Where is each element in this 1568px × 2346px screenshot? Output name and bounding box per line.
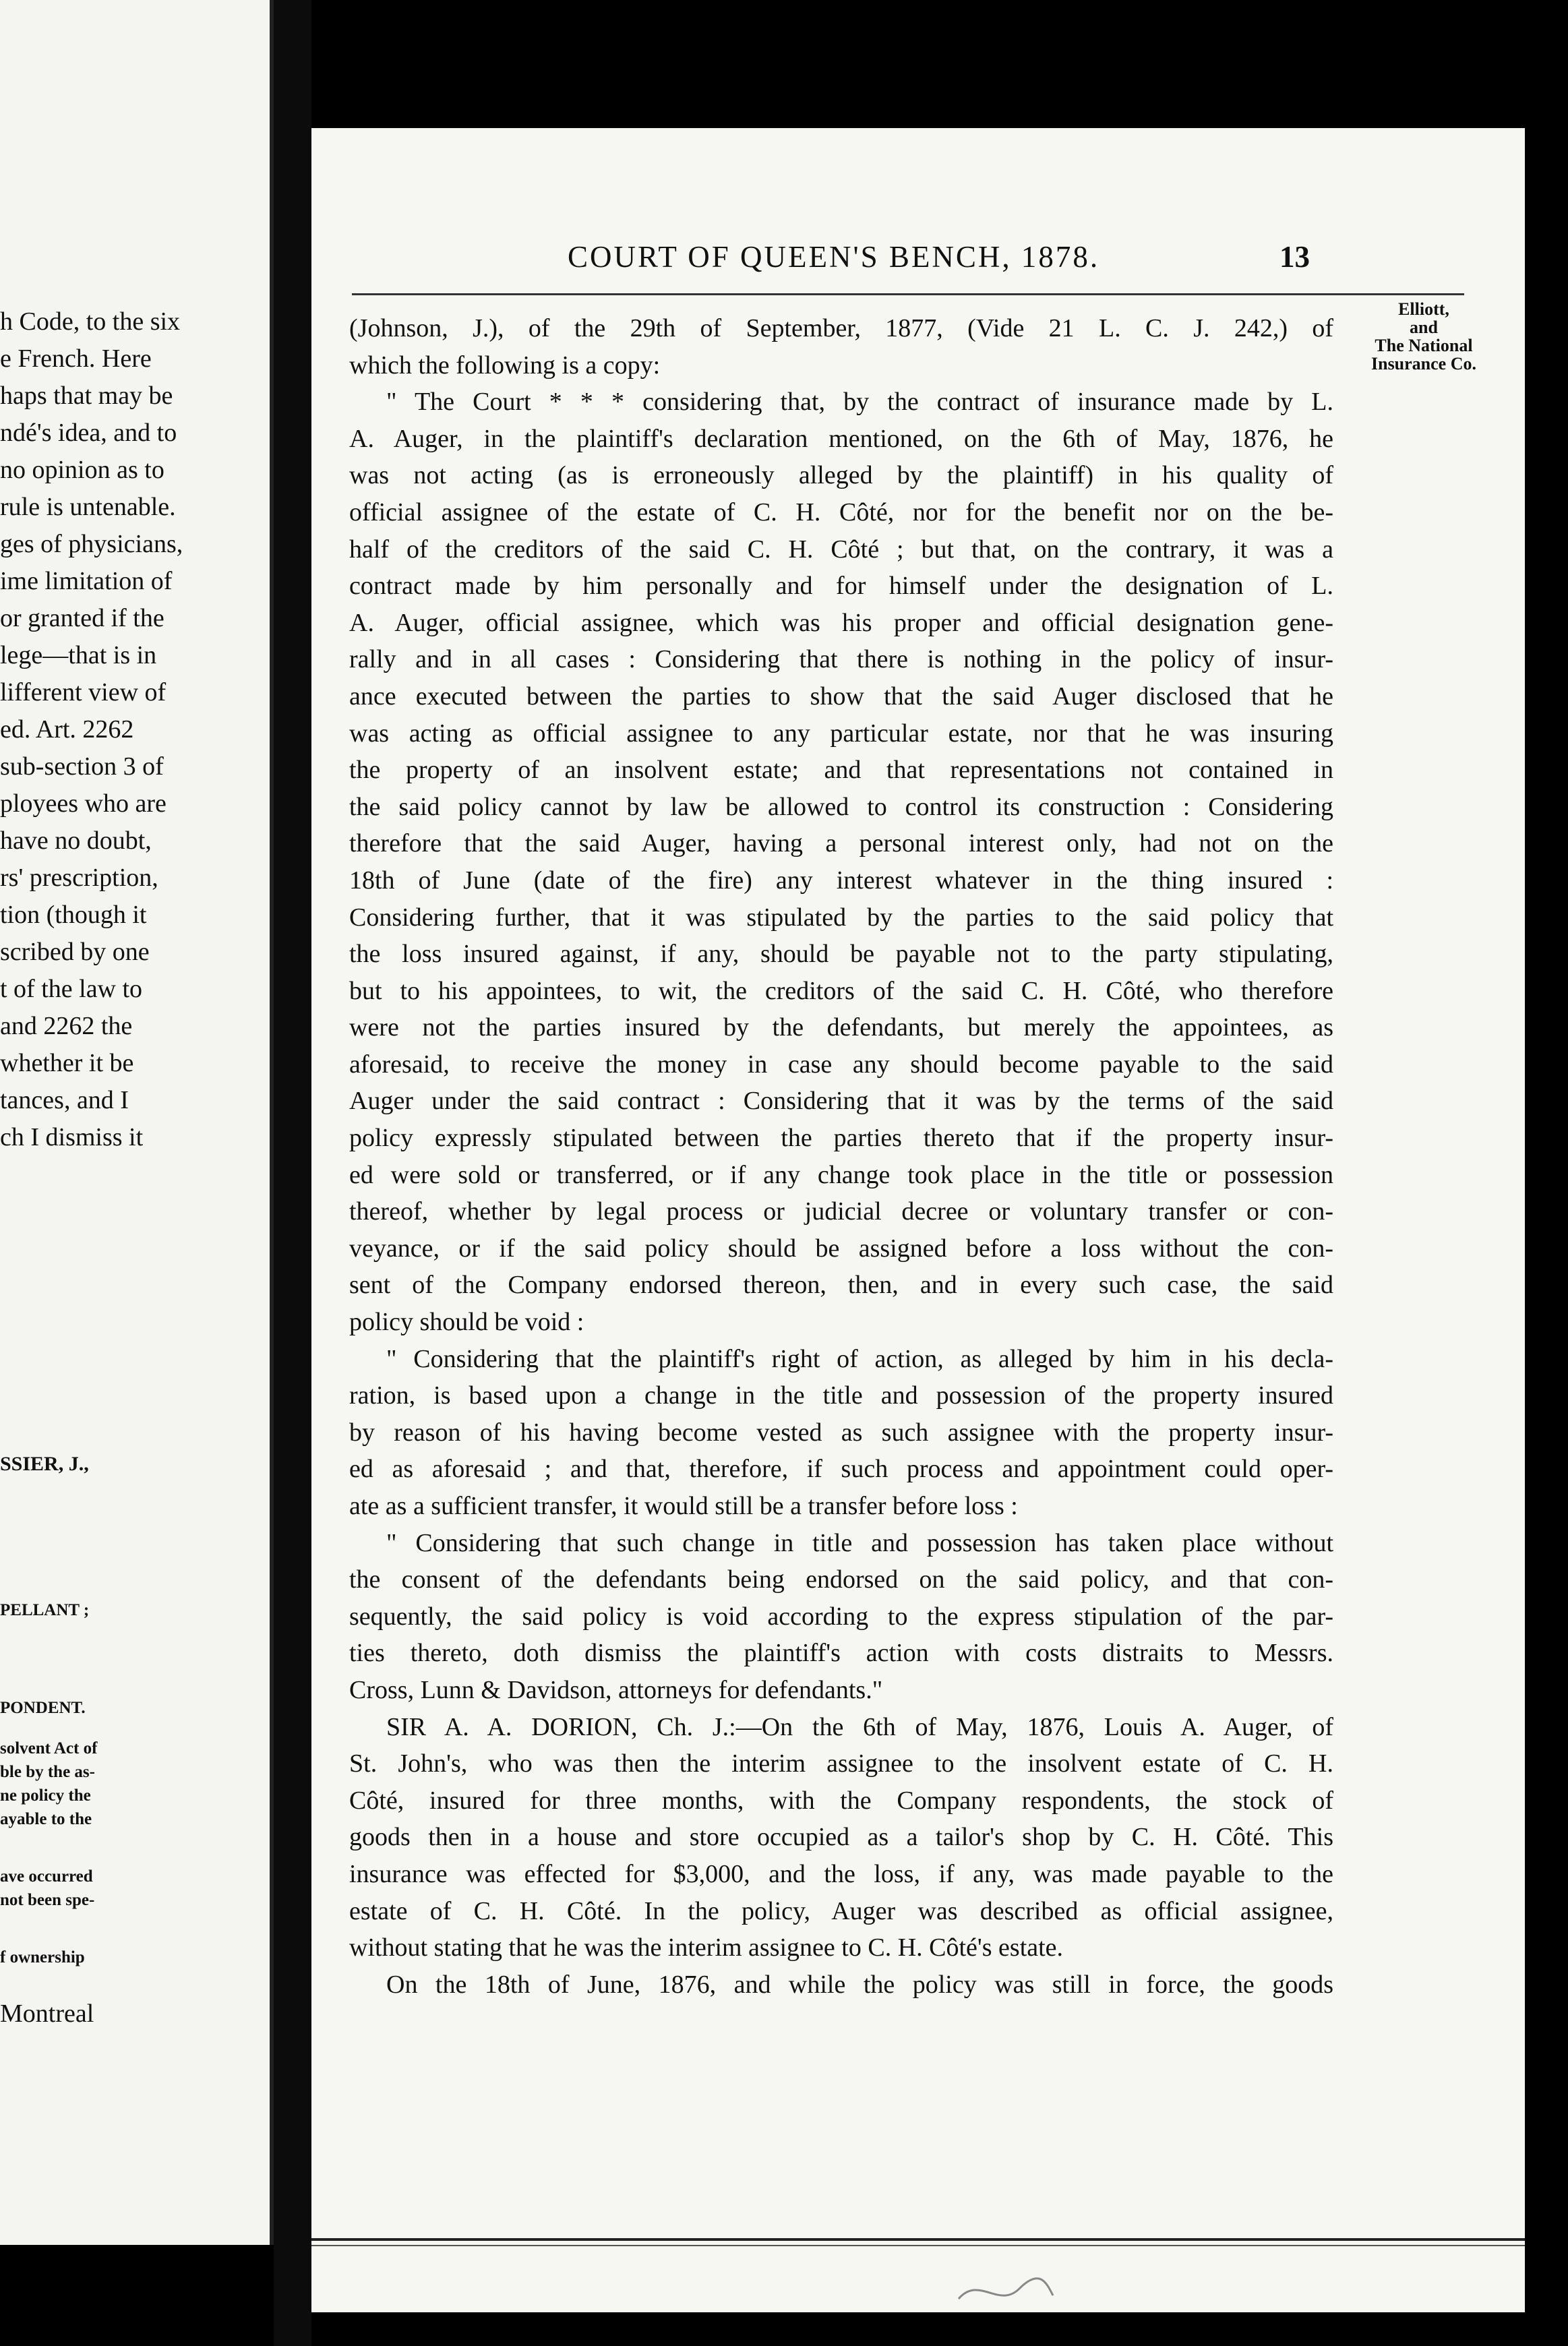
body-line xyxy=(349,421,1333,458)
body-line-text: A. Auger, in the plaintiff's declaration mentioned, on the 6th of May, 1876, he xyxy=(349,424,1333,453)
margin-note-line: and xyxy=(1410,318,1438,337)
body-line-text: " Considering that the plaintiff's right of action, as alleged by him in his decla- xyxy=(386,1344,1333,1373)
body-line-text: " The Court * * * considering that, by the contract of insurance made by L. xyxy=(386,388,1333,417)
left-page-line: tances, and I xyxy=(0,1086,129,1114)
left-page-line: lifferent view of xyxy=(0,678,167,706)
body-line-text: goods then in a house and store occupied as a tailor's shop by C. H. Côté. This xyxy=(349,1823,1333,1852)
left-page-line: have no doubt, xyxy=(0,826,152,855)
left-page-line: SSIER, J., xyxy=(0,1453,89,1475)
body-line xyxy=(349,1009,1333,1046)
left-page-line: PONDENT. xyxy=(0,1699,86,1717)
left-page-line: or granted if the xyxy=(0,604,164,632)
pencil-scribble-mark xyxy=(952,2268,1060,2316)
body-line-text: Auger under the said contract : Considering that it was by the terms of the said xyxy=(349,1087,1333,1116)
body-line-text: sent of the Company endorsed thereon, then, and in every such case, the said xyxy=(349,1271,1333,1300)
body-line-text: but to his appointees, to wit, the creditors of the said C. H. Côté, who therefore xyxy=(349,976,1333,1005)
body-line-text: the property of an insolvent estate; and that representations not contained in xyxy=(349,756,1333,785)
margin-note-line: The National xyxy=(1375,336,1473,355)
body-line-text: ed as aforesaid ; and that, therefore, if such process and appointment could oper- xyxy=(349,1455,1333,1484)
body-line xyxy=(349,1966,1333,2004)
left-page-line: Montreal xyxy=(0,1999,94,2028)
body-line-text: Côté, insured for three months, with the Company respondents, the stock of xyxy=(349,1786,1333,1815)
body-line xyxy=(349,1782,1333,1819)
body-line xyxy=(349,1193,1333,1230)
left-page-line: lege—that is in xyxy=(0,641,157,669)
body-line-text: ed were sold or transferred, or if any change took place in the title or possession xyxy=(349,1160,1333,1189)
body-line-text: by reason of his having become vested as such assignee with the property insur- xyxy=(349,1418,1333,1447)
body-line-text: (Johnson, J.), of the 29th of September, 1877, (Vide 21 L. C. J. 242,) of xyxy=(349,314,1333,342)
left-page-line: ges of physicians, xyxy=(0,530,183,558)
body-line xyxy=(349,1341,1333,1378)
body-line-text: Considering further, that it was stipulated by the parties to the said policy that xyxy=(349,903,1333,932)
body-line-text: contract made by him personally and for himself under the designation of L. xyxy=(349,572,1333,601)
left-page-line: ndé's idea, and to xyxy=(0,419,177,447)
body-line xyxy=(349,1893,1333,1930)
body-line xyxy=(349,1561,1333,1598)
body-line xyxy=(349,1414,1333,1451)
body-line-text: the said policy cannot by law be allowed to control its construction : Considering xyxy=(349,792,1333,821)
body-line-text: ate as a sufficient transfer, it would still be a transfer before loss : xyxy=(349,1492,1018,1520)
body-line-text: ties thereto, doth dismiss the plaintiff's action with costs distraits to Messrs. xyxy=(349,1639,1333,1668)
left-page-line: sub-section 3 of xyxy=(0,752,164,781)
body-line xyxy=(349,789,1333,826)
body-line-text: 18th of June (date of the fire) any interest whatever in the thing insured : xyxy=(349,866,1333,895)
footer-rule-thin xyxy=(311,2245,1525,2246)
body-line-text: rally and in all cases : Considering that there is nothing in the policy of insur- xyxy=(349,645,1333,674)
body-line-text: were not the parties insured by the defendants, but merely the appointees, as xyxy=(349,1013,1333,1042)
body-line xyxy=(349,678,1333,715)
body-line-text: SIR A. A. DORION, Ch. J.:—On the 6th of May, 1876, Louis A. Auger, of xyxy=(386,1712,1333,1741)
body-line xyxy=(349,310,1333,347)
header-rule xyxy=(352,293,1464,295)
body-line xyxy=(349,1046,1333,1083)
body-line xyxy=(349,568,1333,605)
body-line-text: the consent of the defendants being endorsed on the said policy, and that con- xyxy=(349,1565,1333,1594)
margin-case-name xyxy=(1323,300,1525,373)
body-line-text: veyance, or if the said policy should be assigned before a loss without the con- xyxy=(349,1234,1333,1263)
left-page-line: tion (though it xyxy=(0,901,147,929)
body-line xyxy=(349,1598,1333,1635)
page-number: 13 xyxy=(1279,240,1310,274)
body-line-text: without stating that he was the interim assignee to C. H. Côté's estate. xyxy=(349,1933,1064,1962)
body-line-text: estate of C. H. Côté. In the policy, Auger was described as official assignee, xyxy=(349,1896,1333,1925)
body-line xyxy=(349,1819,1333,1856)
body-line xyxy=(349,936,1333,973)
body-line xyxy=(349,1083,1333,1120)
body-line-text: insurance was effected for $3,000, and the loss, if any, was made payable to the xyxy=(349,1859,1333,1888)
left-page-line: no opinion as to xyxy=(0,456,164,484)
body-line-text: aforesaid, to receive the money in case any should become payable to the said xyxy=(349,1050,1333,1079)
body-line xyxy=(349,1304,1333,1341)
left-page-line: h Code, to the six xyxy=(0,307,181,336)
body-line xyxy=(349,1672,1333,1709)
body-line xyxy=(349,641,1333,678)
left-page-line: ployees who are xyxy=(0,789,167,818)
left-page-line: ayable to the xyxy=(0,1810,92,1828)
left-page-line: scribed by one xyxy=(0,938,150,966)
body-line xyxy=(349,1929,1333,1966)
body-line xyxy=(349,1267,1333,1304)
body-line xyxy=(349,457,1333,494)
body-line xyxy=(349,605,1333,642)
body-line-text: the loss insured against, if any, should be payable not to the party stipulating, xyxy=(349,940,1333,969)
body-line xyxy=(349,862,1333,899)
left-page-line: ch I dismiss it xyxy=(0,1123,144,1151)
left-page-line: ave occurred xyxy=(0,1867,93,1886)
body-line xyxy=(349,1451,1333,1488)
body-line xyxy=(349,752,1333,789)
left-page-line: whether it be xyxy=(0,1049,134,1077)
body-line xyxy=(349,715,1333,752)
footer-rule xyxy=(311,2238,1525,2241)
body-line-text: On the 18th of June, 1876, and while the policy was still in force, the goods xyxy=(386,1970,1333,1999)
body-line-text: was acting as official assignee to any particular estate, nor that he was insuring xyxy=(349,719,1333,748)
body-line xyxy=(349,531,1333,568)
left-facing-page-fragment xyxy=(0,0,274,2245)
body-line xyxy=(349,1856,1333,1893)
left-page-line: ne policy the xyxy=(0,1786,91,1805)
body-line-text: official assignee of the estate of C. H. Côté, nor for the benefit nor on the be- xyxy=(349,498,1333,527)
body-line-text: half of the creditors of the said C. H. Côté ; but that, on the contrary, it was a xyxy=(349,535,1333,564)
left-page-line: rule is untenable. xyxy=(0,493,176,521)
margin-note-line: Insurance Co. xyxy=(1370,354,1476,373)
body-line-text: was not acting (as is erroneously alleged by the plaintiff) in his quality of xyxy=(349,461,1333,490)
body-line xyxy=(349,899,1333,936)
left-page-line: haps that may be xyxy=(0,382,173,410)
left-page-line: f ownership xyxy=(0,1948,85,1966)
book-gutter xyxy=(274,0,311,2346)
left-page-line: ed. Art. 2262 xyxy=(0,715,134,744)
left-page-line: solvent Act of xyxy=(0,1739,98,1757)
body-line xyxy=(349,825,1333,862)
body-line-text: ration, is based upon a change in the title and possession of the property insured xyxy=(349,1381,1333,1410)
body-line xyxy=(349,1488,1333,1525)
body-line-text: ance executed between the parties to show that the said Auger disclosed that he xyxy=(349,682,1333,711)
body-line xyxy=(349,347,1333,384)
right-page xyxy=(311,128,1525,2312)
body-line-text: St. John's, who was then the interim assignee to the insolvent estate of C. H. xyxy=(349,1749,1333,1778)
left-page-line: e French. Here xyxy=(0,344,152,373)
margin-note-line: Elliott, xyxy=(1398,299,1449,319)
body-line-text: A. Auger, official assignee, which was his proper and official designation gene- xyxy=(349,608,1333,637)
body-line-text: which the following is a copy: xyxy=(349,351,661,380)
body-line xyxy=(349,384,1333,421)
body-line-text: policy expressly stipulated between the parties thereto that if the property insur- xyxy=(349,1124,1333,1153)
body-line xyxy=(349,494,1333,531)
body-line-text: " Considering that such change in title and possession has taken place without xyxy=(386,1528,1333,1557)
body-line xyxy=(349,1120,1333,1157)
body-line xyxy=(349,1157,1333,1194)
body-line xyxy=(349,1230,1333,1267)
left-page-line: and 2262 the xyxy=(0,1012,133,1040)
body-line-text: therefore that the said Auger, having a personal interest only, had not on the xyxy=(349,829,1333,858)
left-page-line: not been spe- xyxy=(0,1891,95,1909)
body-line xyxy=(349,973,1333,1010)
body-line-text: sequently, the said policy is void according to the express stipulation of the par- xyxy=(349,1602,1333,1631)
left-page-line: ble by the as- xyxy=(0,1763,95,1781)
body-line-text: thereof, whether by legal process or judicial decree or voluntary transfer or con- xyxy=(349,1197,1333,1226)
body-line xyxy=(349,1745,1333,1782)
body-line xyxy=(349,1635,1333,1672)
body-line xyxy=(349,1377,1333,1414)
body-text xyxy=(349,310,1333,2003)
left-page-line: PELLANT ; xyxy=(0,1601,90,1619)
left-page-line: ime limitation of xyxy=(0,567,173,595)
body-line-text: Cross, Lunn & Davidson, attorneys for defendants." xyxy=(349,1675,883,1704)
body-line xyxy=(349,1709,1333,1746)
body-line xyxy=(349,1525,1333,1562)
left-page-line: t of the law to xyxy=(0,975,143,1003)
body-line-text: policy should be void : xyxy=(349,1308,584,1337)
left-page-line: rs' prescription, xyxy=(0,864,158,892)
running-title: COURT OF QUEEN'S BENCH, 1878. xyxy=(568,240,1100,274)
